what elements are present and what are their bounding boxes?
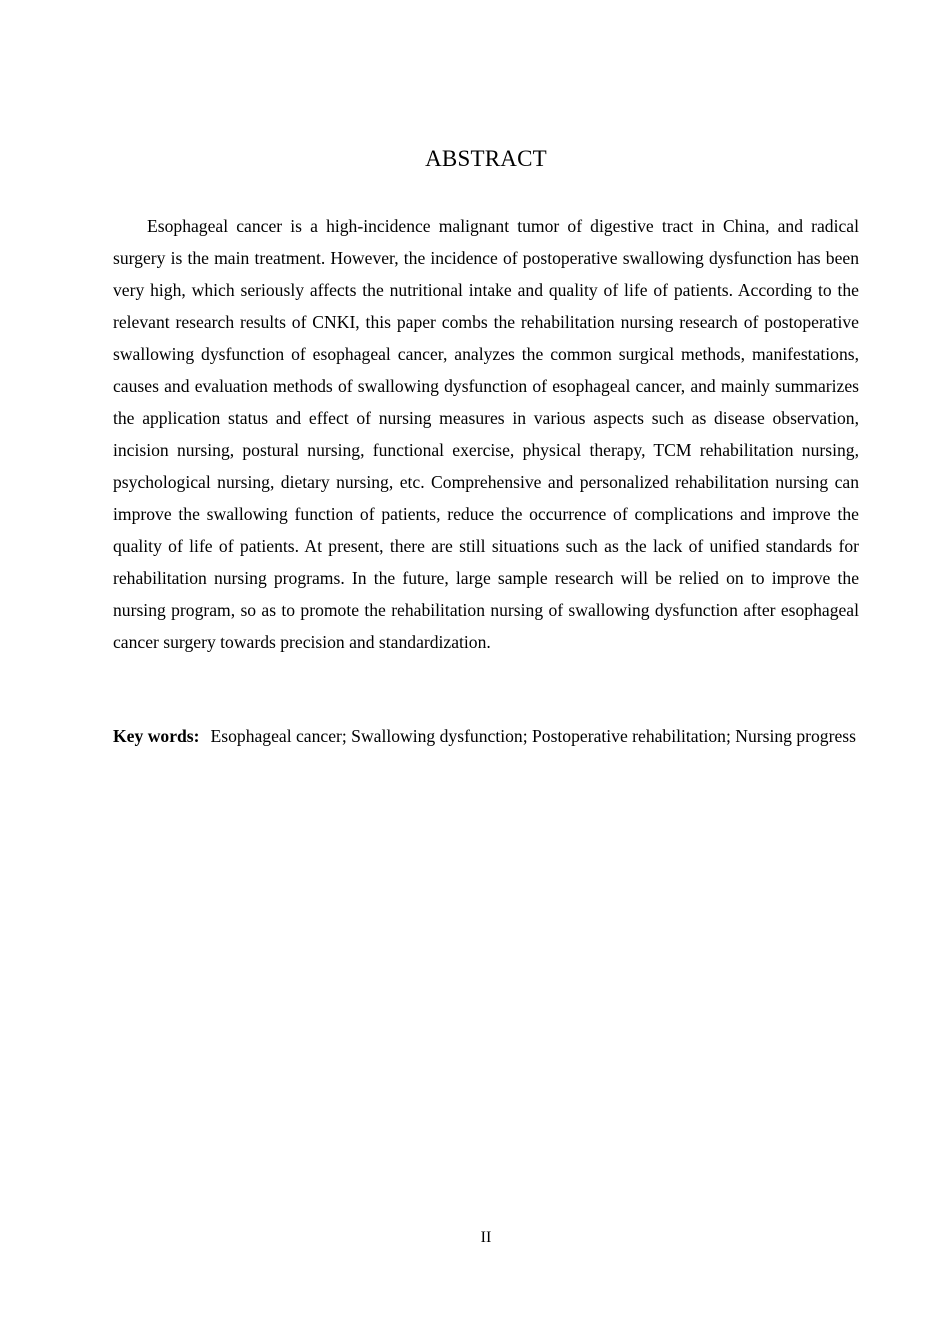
abstract-title: ABSTRACT	[425, 146, 547, 171]
keywords-line	[113, 720, 859, 752]
keywords-label: Key words:	[113, 726, 200, 746]
keywords-text: Esophageal cancer; Swallowing dysfunction; Postoperative rehabilitation; Nursing progress	[210, 726, 856, 746]
page-number: II	[480, 1229, 492, 1246]
abstract-body: Esophageal cancer is a high-incidence malignant tumor of digestive tract in China, and radical surgery is the main treatment. However, the incidence of postoperative swallowing dysfunction has been very high, which seriously affects the nutritional intake and quality of life of patients. According to the relevant research results of CNKI, this paper combs the rehabilitation nursing research of postoperative swallowing dysfunction of esophageal cancer, analyzes the common surgical methods, manifestations, causes and evaluation methods of swallowing dysfunction of esophageal cancer, and mainly summarizes the application status and effect of nursing measures in various aspects such as disease observation, incision nursing, postural nursing, functional exercise, physical therapy, TCM rehabilitation nursing, psychological nursing, dietary nursing, etc. Comprehensive and personalized rehabilitation nursing can improve the swallowing function of patients, reduce the occurrence of complications and improve the quality of life of patients. At present, there are still situations such as the lack of unified standards for rehabilitation nursing programs. In the future, large sample research will be relied on to improve the nursing program, so as to promote the rehabilitation nursing of swallowing dysfunction after esophageal cancer surgery towards precision and standardization.	[113, 216, 859, 652]
